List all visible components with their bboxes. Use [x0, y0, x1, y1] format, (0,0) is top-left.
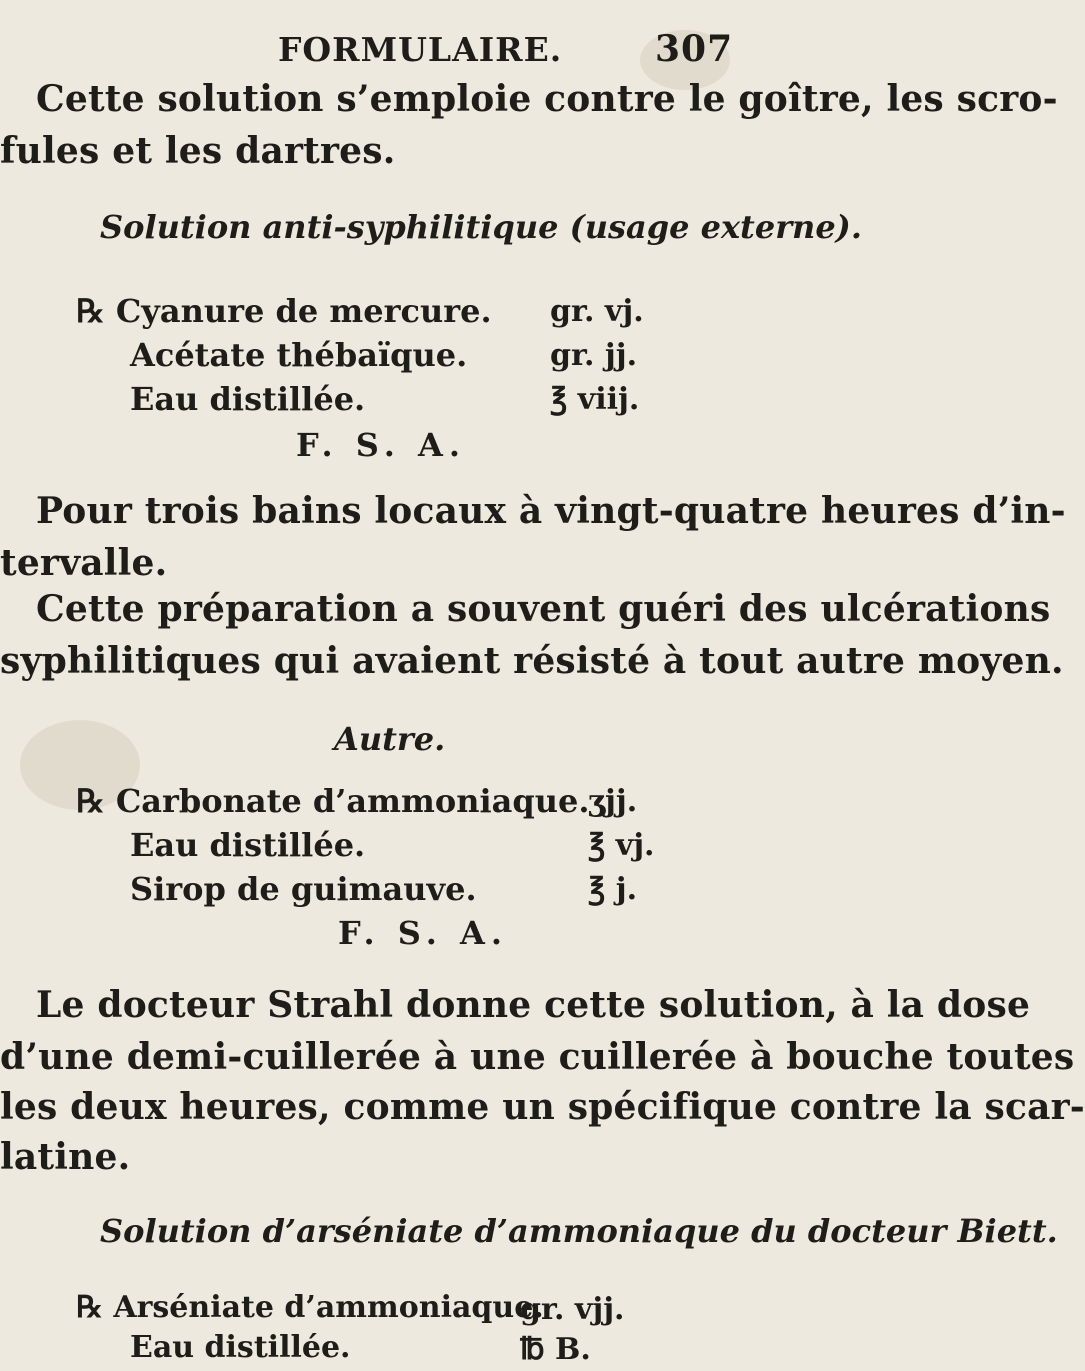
- recipe-ingredient: Eau distillée.: [130, 1330, 351, 1365]
- paragraph-line: Cette préparation a souvent guéri des ulcérations: [36, 588, 1051, 630]
- recipe-quantity: gr. vjj.: [520, 1292, 625, 1327]
- recipe-quantity: ʒjj.: [588, 784, 638, 819]
- section-title: Autre.: [334, 720, 446, 758]
- recipe-ingredient: Sirop de guimauve.: [130, 870, 477, 908]
- paragraph-line: syphilitiques qui avaient résisté à tout autre moyen.: [0, 640, 1064, 682]
- paragraph-line: fules et les dartres.: [0, 130, 396, 172]
- recipe-ingredient: Acétate thébaïque.: [130, 336, 468, 374]
- page-number: 307: [655, 28, 734, 70]
- paragraph-line: tervalle.: [0, 542, 168, 584]
- paragraph-line: latine.: [0, 1136, 131, 1178]
- recipe-ingredient: ℞ Cyanure de mercure.: [76, 292, 492, 330]
- fsa-instruction: F. S. A.: [338, 914, 508, 952]
- recipe-ingredient: Eau distillée.: [130, 826, 366, 864]
- recipe-quantity: gr. vj.: [550, 294, 644, 329]
- recipe-ingredient: ℞ Carbonate d’ammoniaque.: [76, 782, 590, 820]
- section-title: Solution anti-syphilitique (usage externe).: [100, 208, 862, 246]
- paragraph-line: Le docteur Strahl donne cette solution, à la dose: [36, 984, 1031, 1026]
- recipe-quantity: ℔ B.: [520, 1332, 591, 1367]
- fsa-instruction: F. S. A.: [296, 426, 466, 464]
- running-header: FORMULAIRE.: [278, 30, 563, 69]
- section-title: Solution d’arséniate d’ammoniaque du docteur Biett.: [100, 1212, 1058, 1250]
- recipe-quantity: ℥ vj.: [588, 828, 655, 863]
- recipe-quantity: gr. jj.: [550, 338, 638, 373]
- recipe-quantity: ℥ viij.: [550, 382, 640, 417]
- paragraph-line: Cette solution s’emploie contre le goître, les scro-: [36, 78, 1058, 120]
- paragraph-line: Pour trois bains locaux à vingt-quatre heures d’in-: [36, 490, 1066, 532]
- recipe-ingredient: ℞ Arséniate d’ammoniaque.: [76, 1290, 544, 1325]
- recipe-quantity: ℥ j.: [588, 872, 638, 907]
- recipe-ingredient: Eau distillée.: [130, 380, 366, 418]
- paragraph-line: d’une demi-cuillerée à une cuillerée à bouche toutes: [0, 1036, 1075, 1078]
- paragraph-line: les deux heures, comme un spécifique contre la scar-: [0, 1086, 1085, 1128]
